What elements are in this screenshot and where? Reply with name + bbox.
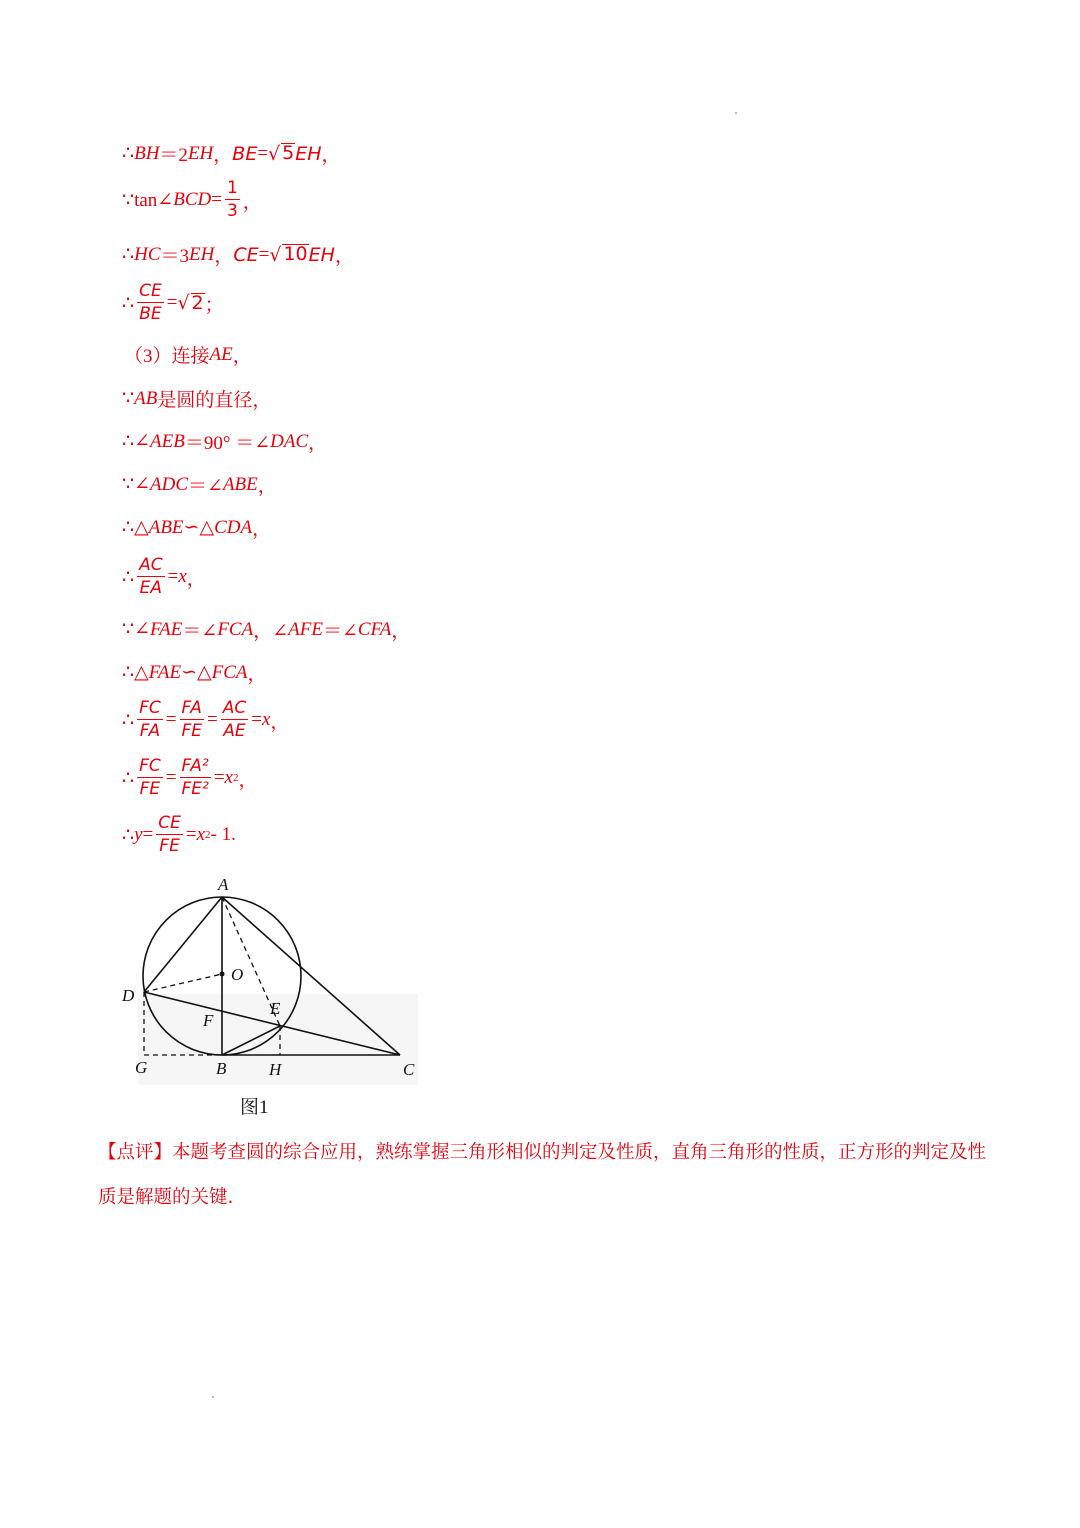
fraction [137, 283, 164, 323]
text-part: ， [247, 664, 267, 685]
label-h: H [269, 1060, 282, 1079]
text-part: ， [186, 568, 206, 590]
step-line-13 [122, 700, 289, 740]
denominator: AE [223, 721, 246, 741]
radical-sign: √ [268, 142, 281, 165]
variable-x: x [224, 767, 233, 788]
step-line-2 [122, 180, 262, 220]
segment-ae: AE [209, 343, 233, 365]
text-part: ＝3 [160, 246, 190, 267]
step-line-4 [122, 283, 224, 323]
radical-sign: √ [269, 243, 282, 266]
because-symbol: ∵ [122, 388, 135, 409]
text-part: ， [270, 711, 290, 733]
numerator: FC [139, 698, 161, 718]
triangle-cda: CDA [214, 516, 253, 538]
step-line-1 [122, 140, 341, 167]
figure-caption: 图1 [240, 1097, 269, 1118]
text-part: ， [238, 769, 258, 791]
text-part: ∠ [134, 431, 151, 452]
therefore-symbol: ∴ [122, 431, 135, 452]
text-part: ， [391, 621, 411, 642]
equals-sign: = [257, 142, 269, 164]
step-line-12 [122, 659, 267, 686]
step-line-7 [122, 428, 327, 455]
numerator: AC [222, 698, 247, 718]
text-part: ＝2 [159, 145, 188, 166]
text-part: ∽△ [181, 662, 212, 683]
step-line-14 [122, 758, 257, 798]
denominator: FE [139, 779, 161, 799]
step-line-10 [122, 557, 206, 597]
therefore-symbol: ∴ [122, 709, 135, 731]
denominator: FE [159, 836, 180, 856]
text-part: △ [134, 517, 149, 538]
denominator: EA [139, 578, 163, 598]
label-c: C [403, 1060, 415, 1079]
angle-cfa: CFA [357, 618, 392, 640]
variable-x: x [178, 566, 187, 587]
text-part: ∽△ [183, 517, 215, 538]
text-part: ， [213, 145, 233, 166]
segment-ab: AB [134, 387, 158, 409]
segment-hc: HC [134, 243, 161, 265]
text-part: ＝90° ＝∠ [184, 433, 271, 454]
step-line-15 [122, 815, 236, 855]
therefore-symbol: ∴ [122, 244, 135, 265]
text-part: tan∠ [134, 189, 174, 211]
step-line-5 [124, 341, 252, 368]
numerator: FA [181, 698, 202, 718]
therefore-symbol: ∴ [122, 767, 135, 789]
numerator: 1 [226, 178, 238, 198]
step-line-8 [122, 471, 277, 498]
text-part: ， [242, 191, 262, 213]
numerator: CE [158, 813, 181, 833]
text-part: ∠ [134, 474, 151, 495]
radical-sign: √ [177, 292, 190, 314]
segment-ce: CE [233, 243, 259, 266]
therefore-symbol: ∴ [122, 662, 135, 683]
variable-y: y [134, 824, 143, 845]
scan-speck [735, 112, 737, 114]
segment-eh: EH [189, 243, 215, 265]
text-part: （3）连接 [124, 346, 210, 367]
text-part: ， [321, 145, 341, 166]
angle-bcd: BCD [173, 189, 212, 210]
text-part: ， [308, 433, 328, 454]
exponent: 2 [205, 829, 211, 841]
equals-sign: = [166, 292, 178, 313]
step-line-6 [122, 385, 271, 412]
numerator: FA² [181, 756, 209, 776]
equals-sign: = [167, 566, 179, 587]
geometry-figure [118, 870, 428, 1085]
exponent: 2 [232, 772, 239, 784]
text-part: ， [252, 519, 272, 540]
label-e: E [270, 999, 281, 1018]
radicand: 5 [282, 142, 295, 165]
label-g: G [135, 1058, 148, 1077]
text-part: ＝∠ [188, 476, 223, 497]
denominator: BE [139, 304, 162, 324]
angle-adc: ADC [150, 473, 189, 495]
numerator: CE [139, 281, 162, 301]
label-a: A [218, 875, 229, 894]
fraction [179, 758, 210, 798]
fraction [137, 557, 165, 597]
radicand: 2 [191, 291, 204, 314]
equals-sign: = [207, 709, 218, 730]
text-part: - 1. [210, 824, 236, 845]
fraction [225, 180, 240, 220]
text-part: ＝∠ [322, 621, 358, 642]
segment-eh: EH [308, 243, 335, 266]
label-o: O [231, 965, 244, 984]
therefore-symbol: ∴ [122, 517, 135, 538]
therefore-symbol: ∴ [122, 292, 135, 314]
denominator: 3 [226, 201, 238, 221]
text-part: ， [257, 476, 277, 497]
center-point [220, 972, 225, 977]
radicand: 10 [283, 243, 308, 266]
equals-sign: = [142, 824, 154, 845]
fraction [137, 700, 163, 740]
variable-x: x [261, 709, 271, 730]
text-part: ，∠ [253, 621, 289, 642]
equals-sign: = [211, 189, 222, 210]
fraction [156, 815, 183, 855]
step-line-9 [122, 514, 271, 541]
equals-sign: = [251, 709, 262, 730]
therefore-symbol: ∴ [122, 566, 135, 588]
because-symbol: ∵ [122, 474, 135, 495]
because-symbol: ∵ [122, 189, 135, 211]
equals-sign: = [165, 767, 177, 788]
label-f: F [203, 1011, 214, 1030]
triangle-abe: ABE [148, 516, 184, 538]
fraction [221, 700, 249, 740]
equals-sign: = [213, 767, 225, 788]
text-part: △ [134, 662, 149, 683]
therefore-symbol: ∴ [122, 824, 135, 846]
numerator: FC [139, 756, 161, 776]
text-part: ； [204, 294, 224, 316]
segment-be: BE [232, 142, 258, 165]
angle-afe: AFE [288, 618, 323, 640]
triangle-fae: FAE [148, 661, 182, 683]
step-line-11 [122, 616, 410, 643]
fraction [179, 700, 204, 740]
review-comment [98, 1130, 988, 1220]
text-part: ＝∠ [182, 621, 218, 642]
angle-abe: ABE [222, 473, 258, 495]
angle-aeb: AEB [150, 430, 185, 452]
equals-sign: = [258, 243, 270, 265]
text-part: ， [232, 346, 252, 367]
text-part: ， [214, 246, 234, 267]
equals-sign: = [185, 824, 197, 845]
comment-text: 本题考查圆的综合应用，熟练掌握三角形相似的判定及性质，直角三角形的性质，正方形的判定及性质是解题的关键. [98, 1142, 987, 1208]
segment-eh: EH [187, 142, 214, 164]
denominator: FE² [181, 779, 209, 799]
therefore-symbol: ∴ [122, 143, 135, 164]
step-line-3 [122, 241, 354, 268]
denominator: FA [139, 721, 161, 741]
scan-speck [212, 1396, 214, 1398]
text-part: ， [334, 246, 354, 267]
label-d: D [122, 986, 135, 1005]
label-b: B [216, 1059, 227, 1078]
angle-dac: DAC [270, 430, 309, 452]
text-part: ∠ [134, 619, 151, 640]
angle-fca: FCA [217, 618, 254, 640]
variable-x: x [196, 824, 206, 845]
triangle-fca: FCA [211, 661, 248, 683]
denominator: FE [181, 721, 202, 741]
segment-bh: BH [134, 142, 160, 164]
text-part: 是圆的直径， [157, 390, 272, 411]
because-symbol: ∵ [122, 619, 135, 640]
fraction [137, 758, 163, 798]
equals-sign: = [165, 709, 177, 730]
angle-fae: FAE [150, 618, 183, 640]
numerator: AC [139, 555, 163, 575]
comment-tag: 【点评】 [98, 1142, 173, 1163]
segment-eh: EH [295, 142, 322, 165]
